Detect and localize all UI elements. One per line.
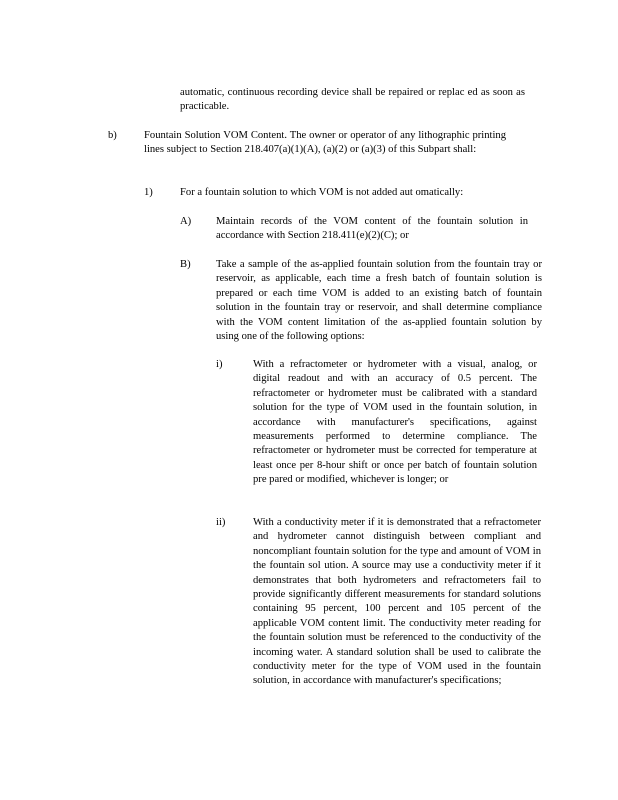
item-ii-text: With a conductivity meter if it is demonstrated that a refractometer and hydrometer cannot distinguish between compliant and noncompliant fountain solution for the type and amount of VOM in the fountain sol ution. A source may use a conductivity meter if it demonstrates that both hydrometers and refractometers fail to provide significantly different measurements for standard solutions containing 95 percent, 100 percent and 105 percent of the applicable VOM content limit. The conductivity meter reading for the fountain solution must be referenced to the conductivity of the incoming water. A standard solution shall be used to calibrate the conductivity meter for the type of VOM used in the fountain solution, in accordance with manufacturer's specifications; (253, 517, 541, 687)
item-b-label: B) (180, 259, 191, 270)
section-b-label: b) (108, 130, 117, 141)
item-a-label: A) (180, 216, 192, 227)
item-1-label: 1) (144, 187, 153, 198)
item-a-text: Maintain records of the VOM content of the fountain solution in accordance with Section 218.411(e)(2)(C); or (216, 216, 528, 242)
section-b-text: Fountain Solution VOM Content. The owner or operator of any lithographic printing lines subject to Section 218.407(a)(1)(A), (a)(2) or (a)(3) of this Subpart shall: (144, 130, 506, 156)
item-i-text: With a refractometer or hydrometer with a visual, analog, or digital readout and with an accuracy of 0.5 percent. The refractometer or hydrometer must be calibrated with a standard solution for the type of VOM used in the fountain solution, in accordance with manufacturer's specifications, against measurements performed to determine compliance. The refractometer or hydrometer must be corrected for temperature at least once per 8-hour shift or once per batch of fountain solution pre pared or modified, whichever is longer; or (253, 359, 537, 486)
item-1-text: For a fountain solution to which VOM is not added aut omatically: (180, 187, 464, 198)
continuation-paragraph: automatic, continuous recording device shall be repaired or replac ed as soon as practicable. (180, 87, 525, 113)
item-i-label: i) (216, 359, 223, 370)
item-ii-label: ii) (216, 517, 226, 528)
item-b-text: Take a sample of the as-applied fountain solution from the fountain tray or reservoir, as applicable, each time a fresh batch of fountain solution is prepared or each time VOM is added to an existing batch of fountain solution in the fountain tray or reservoir, and shall determine compliance with the VOM content limitation of the as-applied fountain solution by using one of the following options: (216, 259, 542, 343)
